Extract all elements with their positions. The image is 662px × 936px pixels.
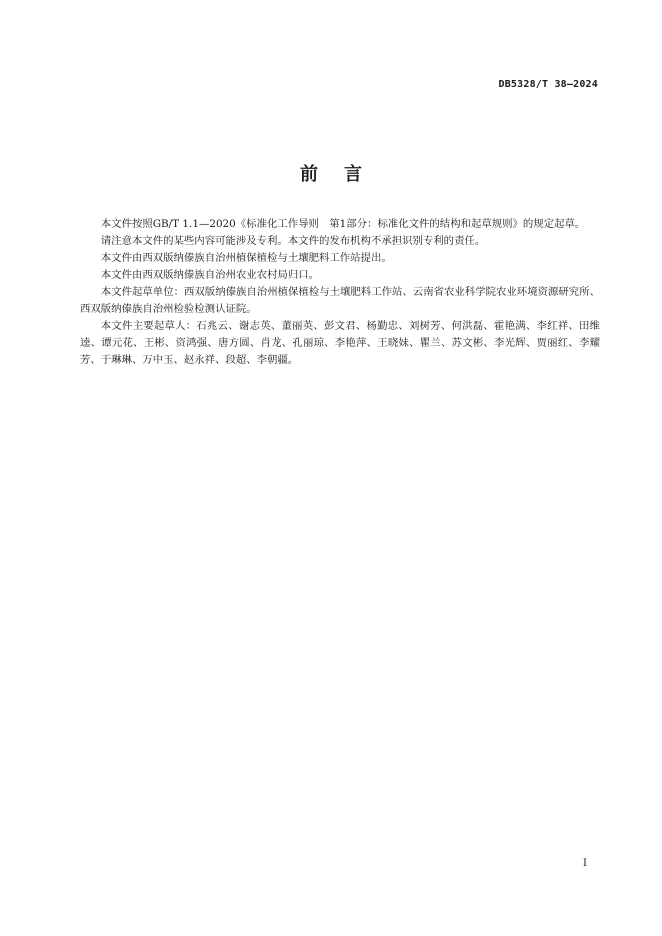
paragraph-proposer: 本文件由西双版纳傣族自治州植保植检与土壤肥料工作站提出。 — [100, 252, 392, 264]
page-title: 前言 — [300, 164, 388, 185]
paragraph-administrator: 本文件由西双版纳傣族自治州农业农村局归口。 — [100, 269, 319, 281]
paragraph-drafting-units: 本文件起草单位：西双版纳傣族自治州植保植检与土壤肥料工作站、云南省农业科学院农业环境资源研究所、西双版纳傣族自治州检验检测认证院。 — [80, 286, 600, 315]
document-code: DB5328/T 38—2024 — [498, 79, 598, 90]
page-number: I — [583, 858, 587, 869]
paragraph-drafters: 本文件主要起草人：石兆云、谢志英、董丽英、彭文君、杨勤忠、刘树芳、何洪磊、霍艳满、李红祥、田维逵、谭元花、王彬、资鸿强、唐方圆、肖龙、孔丽琼、李艳萍、王晓妹、瞿兰、苏文彬、李光辉、贾丽红、李耀芳、于琳琳、万中玉、赵永祥、段超、李朝疆。 — [80, 320, 600, 366]
document-body — [80, 216, 600, 369]
paragraph-drafting-rules: 本文件按照GB/T 1.1—2020《标准化工作导则 第1部分：标准化文件的结构和起草规则》的规定起草。 — [100, 218, 586, 230]
paragraph-patent-notice: 请注意本文件的某些内容可能涉及专利。本文件的发布机构不承担识别专利的责任。 — [100, 235, 486, 247]
